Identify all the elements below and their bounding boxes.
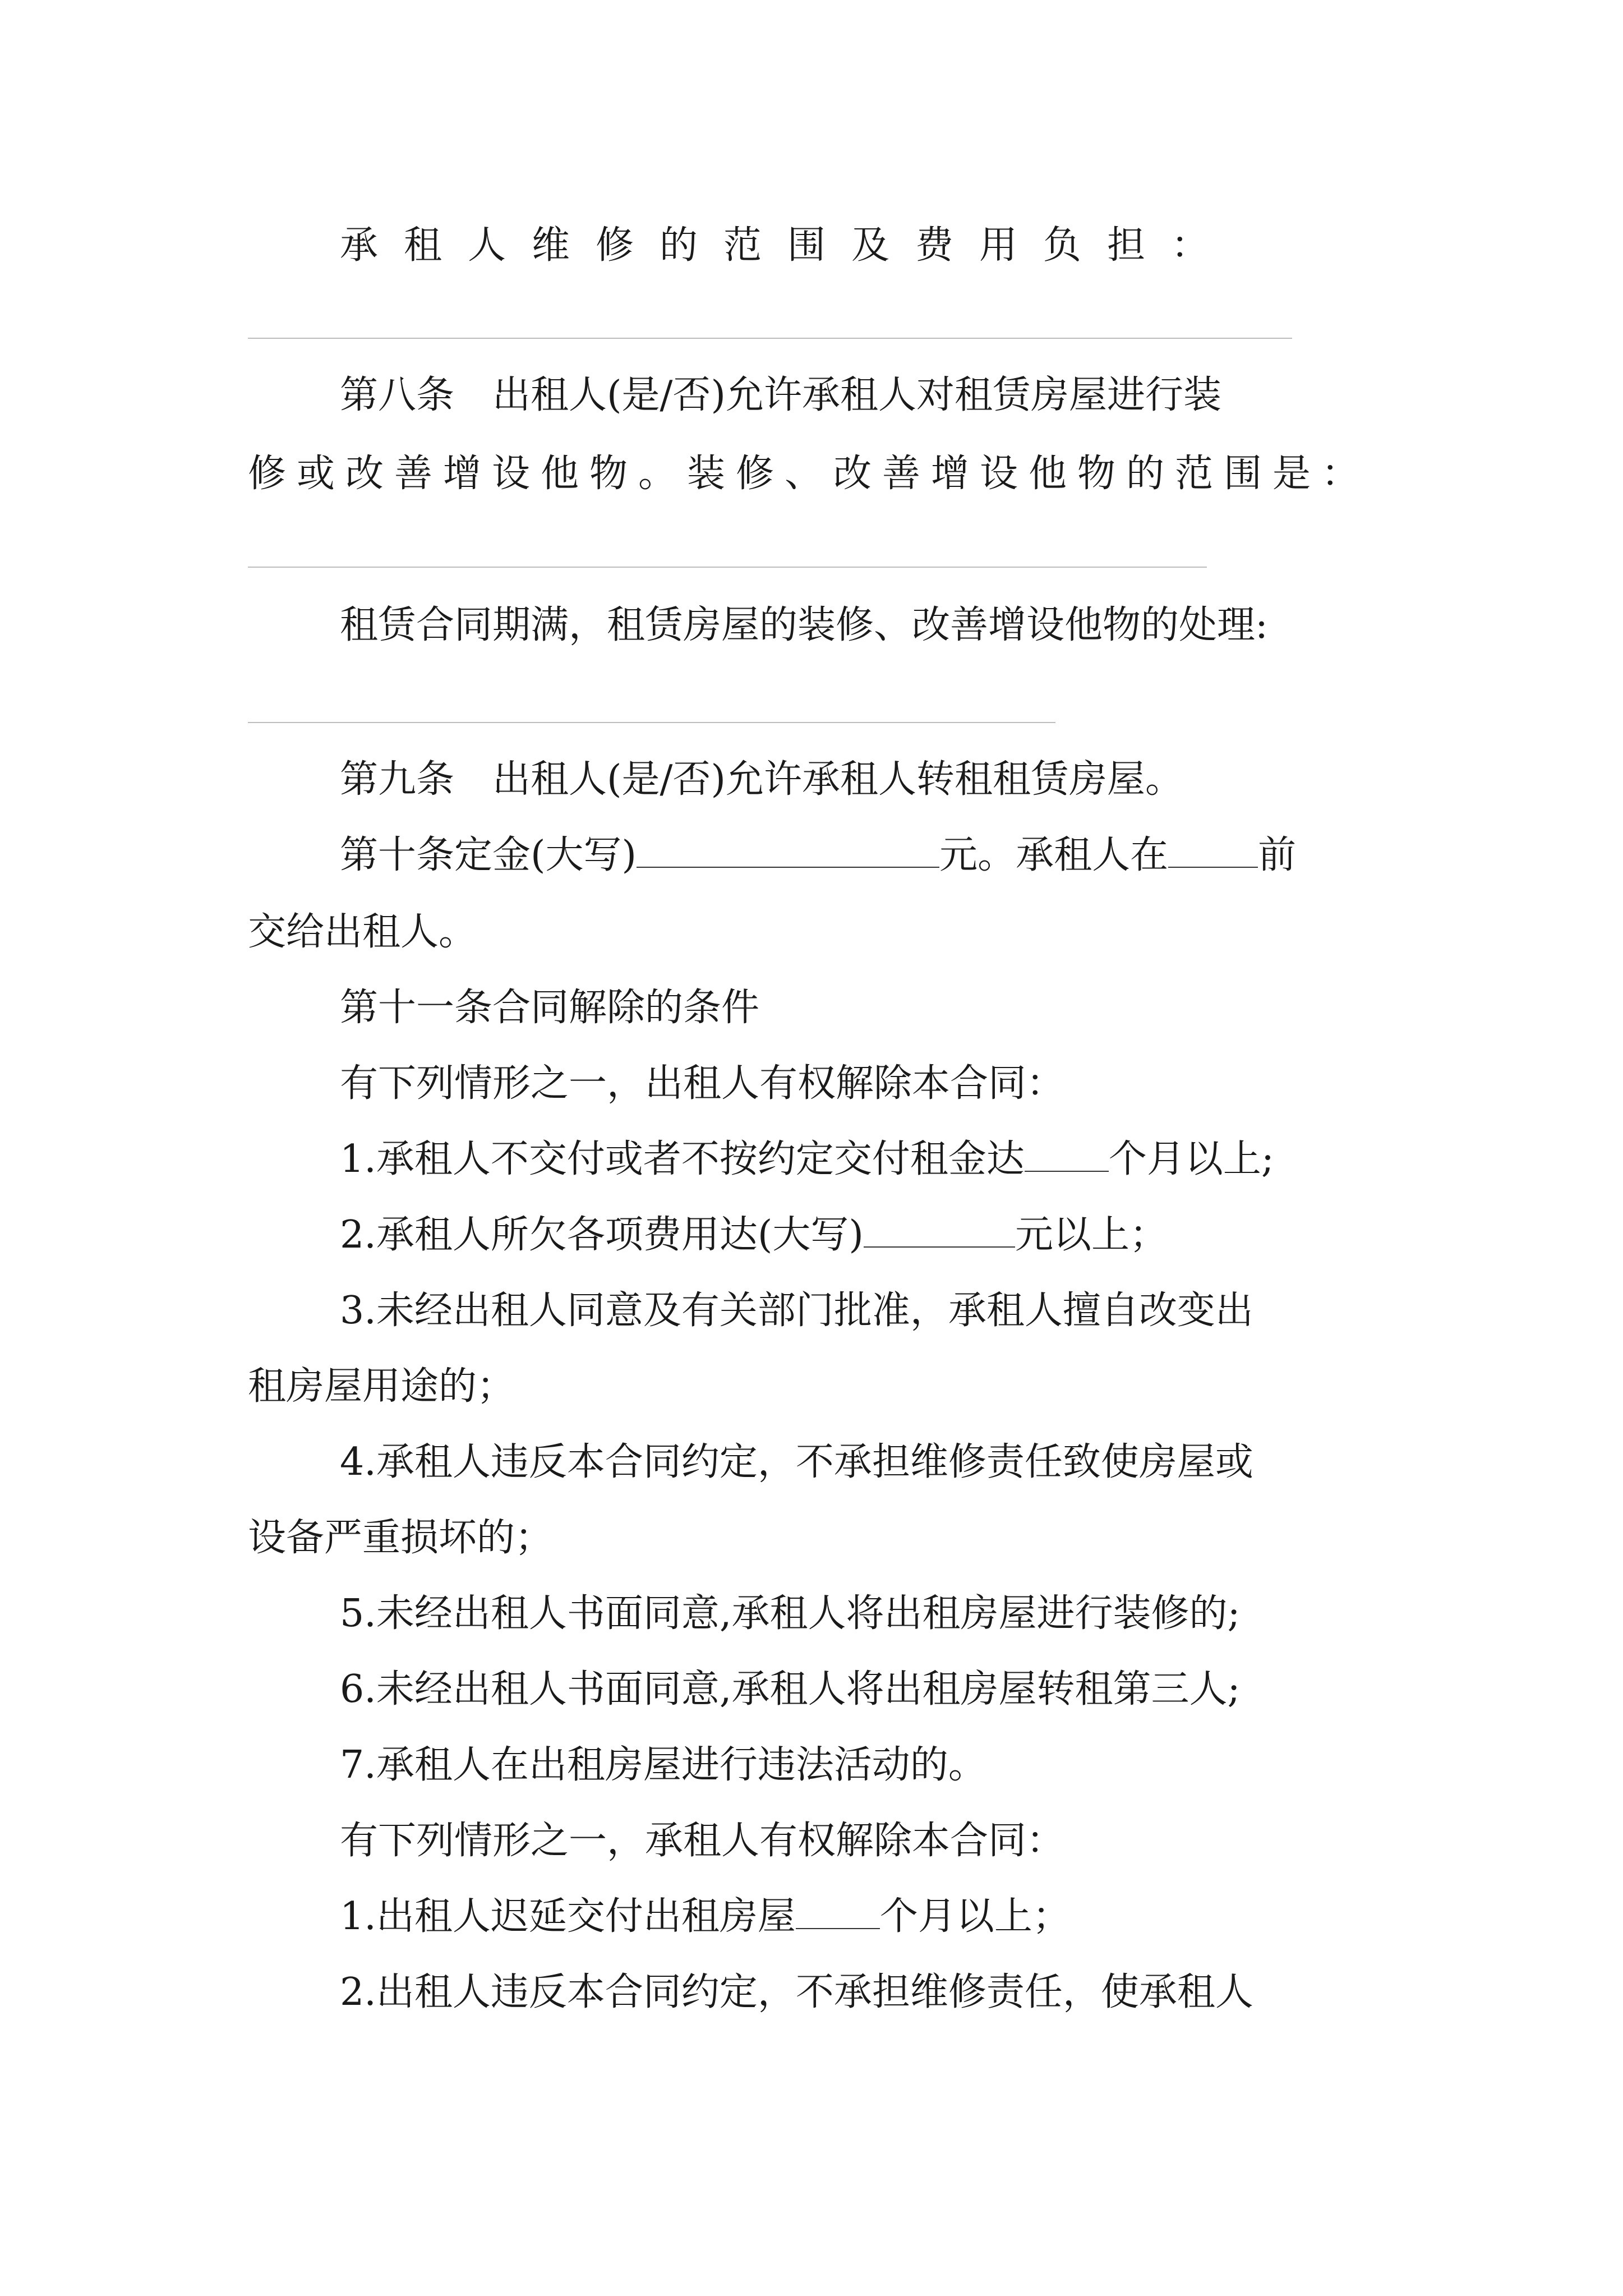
landlord-clause-1	[340, 1134, 1274, 1185]
article-10-line-2: 交给出租人。	[248, 910, 477, 954]
landlord-clause-4-line-2: 设备严重损坏的；	[248, 1516, 554, 1560]
landlord-clause-3-line-1: 3.未经出租人同意及有关部门批准，承租人擅自改变出	[340, 1289, 1253, 1333]
fill-in-line	[248, 567, 1207, 568]
landlord-clause-2-text-b: 元以上；	[1015, 1213, 1168, 1257]
landlord-clause-4-line-1: 4.承租人违反本合同约定，不承担维修责任致使房屋或	[340, 1440, 1253, 1484]
fill-in-line	[248, 338, 1292, 339]
tenant-clause-2: 2.出租人违反本合同约定，不承担维修责任，使承租人	[340, 1970, 1253, 2014]
repair-scope-heading: 承租人维修的范围及费用负担：	[340, 223, 1235, 268]
article-8-line-1: 第八条 出租人(是/否)允许承租人对租赁房屋进行装	[340, 373, 1221, 417]
article-9-line: 第九条 出租人(是/否)允许承租人转租租赁房屋。	[340, 757, 1183, 802]
lease-expiry-line: 租赁合同期满，租赁房屋的装修、改善增设他物的处理:	[340, 603, 1268, 647]
tenant-clause-1-text-a: 1.出租人迟延交付出租房屋	[340, 1894, 796, 1939]
landlord-clause-2	[340, 1210, 1168, 1260]
article-10-text-b: 元。承租人在	[939, 833, 1169, 877]
delay-months-blank	[796, 1897, 880, 1929]
landlord-clause-2-text-a: 2.承租人所欠各项费用达(大写)	[340, 1213, 864, 1257]
landlord-clause-1-text-a: 1.承租人不交付或者不按约定交付租金达	[340, 1137, 1025, 1181]
fill-in-line	[248, 722, 1055, 723]
landlord-clause-5: 5.未经出租人书面同意,承租人将出租房屋进行装修的;	[340, 1591, 1241, 1636]
article-10-text-c: 前	[1258, 833, 1297, 877]
landlord-clause-3-line-2: 租房屋用途的；	[248, 1364, 515, 1409]
tenant-clause-1-text-b: 个月以上；	[879, 1894, 1071, 1939]
article-10-line-1	[340, 830, 1296, 881]
fees-amount-blank	[864, 1215, 1015, 1248]
landlord-clause-1-text-b: 个月以上;	[1108, 1137, 1274, 1181]
deposit-date-blank	[1168, 835, 1258, 868]
landlord-termination-intro: 有下列情形之一，出租人有权解除本合同：	[340, 1061, 1065, 1106]
landlord-clause-7: 7.承租人在出租房屋进行违法活动的。	[340, 1743, 986, 1787]
landlord-clause-6: 6.未经出租人书面同意,承租人将出租房屋转租第三人;	[340, 1667, 1241, 1711]
article-10-text-a: 第十条定金(大写)	[340, 833, 637, 877]
article-8-line-2: 修或改善增设他物。装修、改善增设他物的范围是：	[248, 452, 1371, 496]
article-11-heading: 第十一条合同解除的条件	[340, 986, 760, 1030]
tenant-clause-1	[340, 1892, 1071, 1942]
rent-months-blank	[1025, 1139, 1109, 1172]
tenant-termination-intro: 有下列情形之一，承租人有权解除本合同：	[340, 1819, 1065, 1863]
deposit-amount-blank	[637, 835, 939, 868]
